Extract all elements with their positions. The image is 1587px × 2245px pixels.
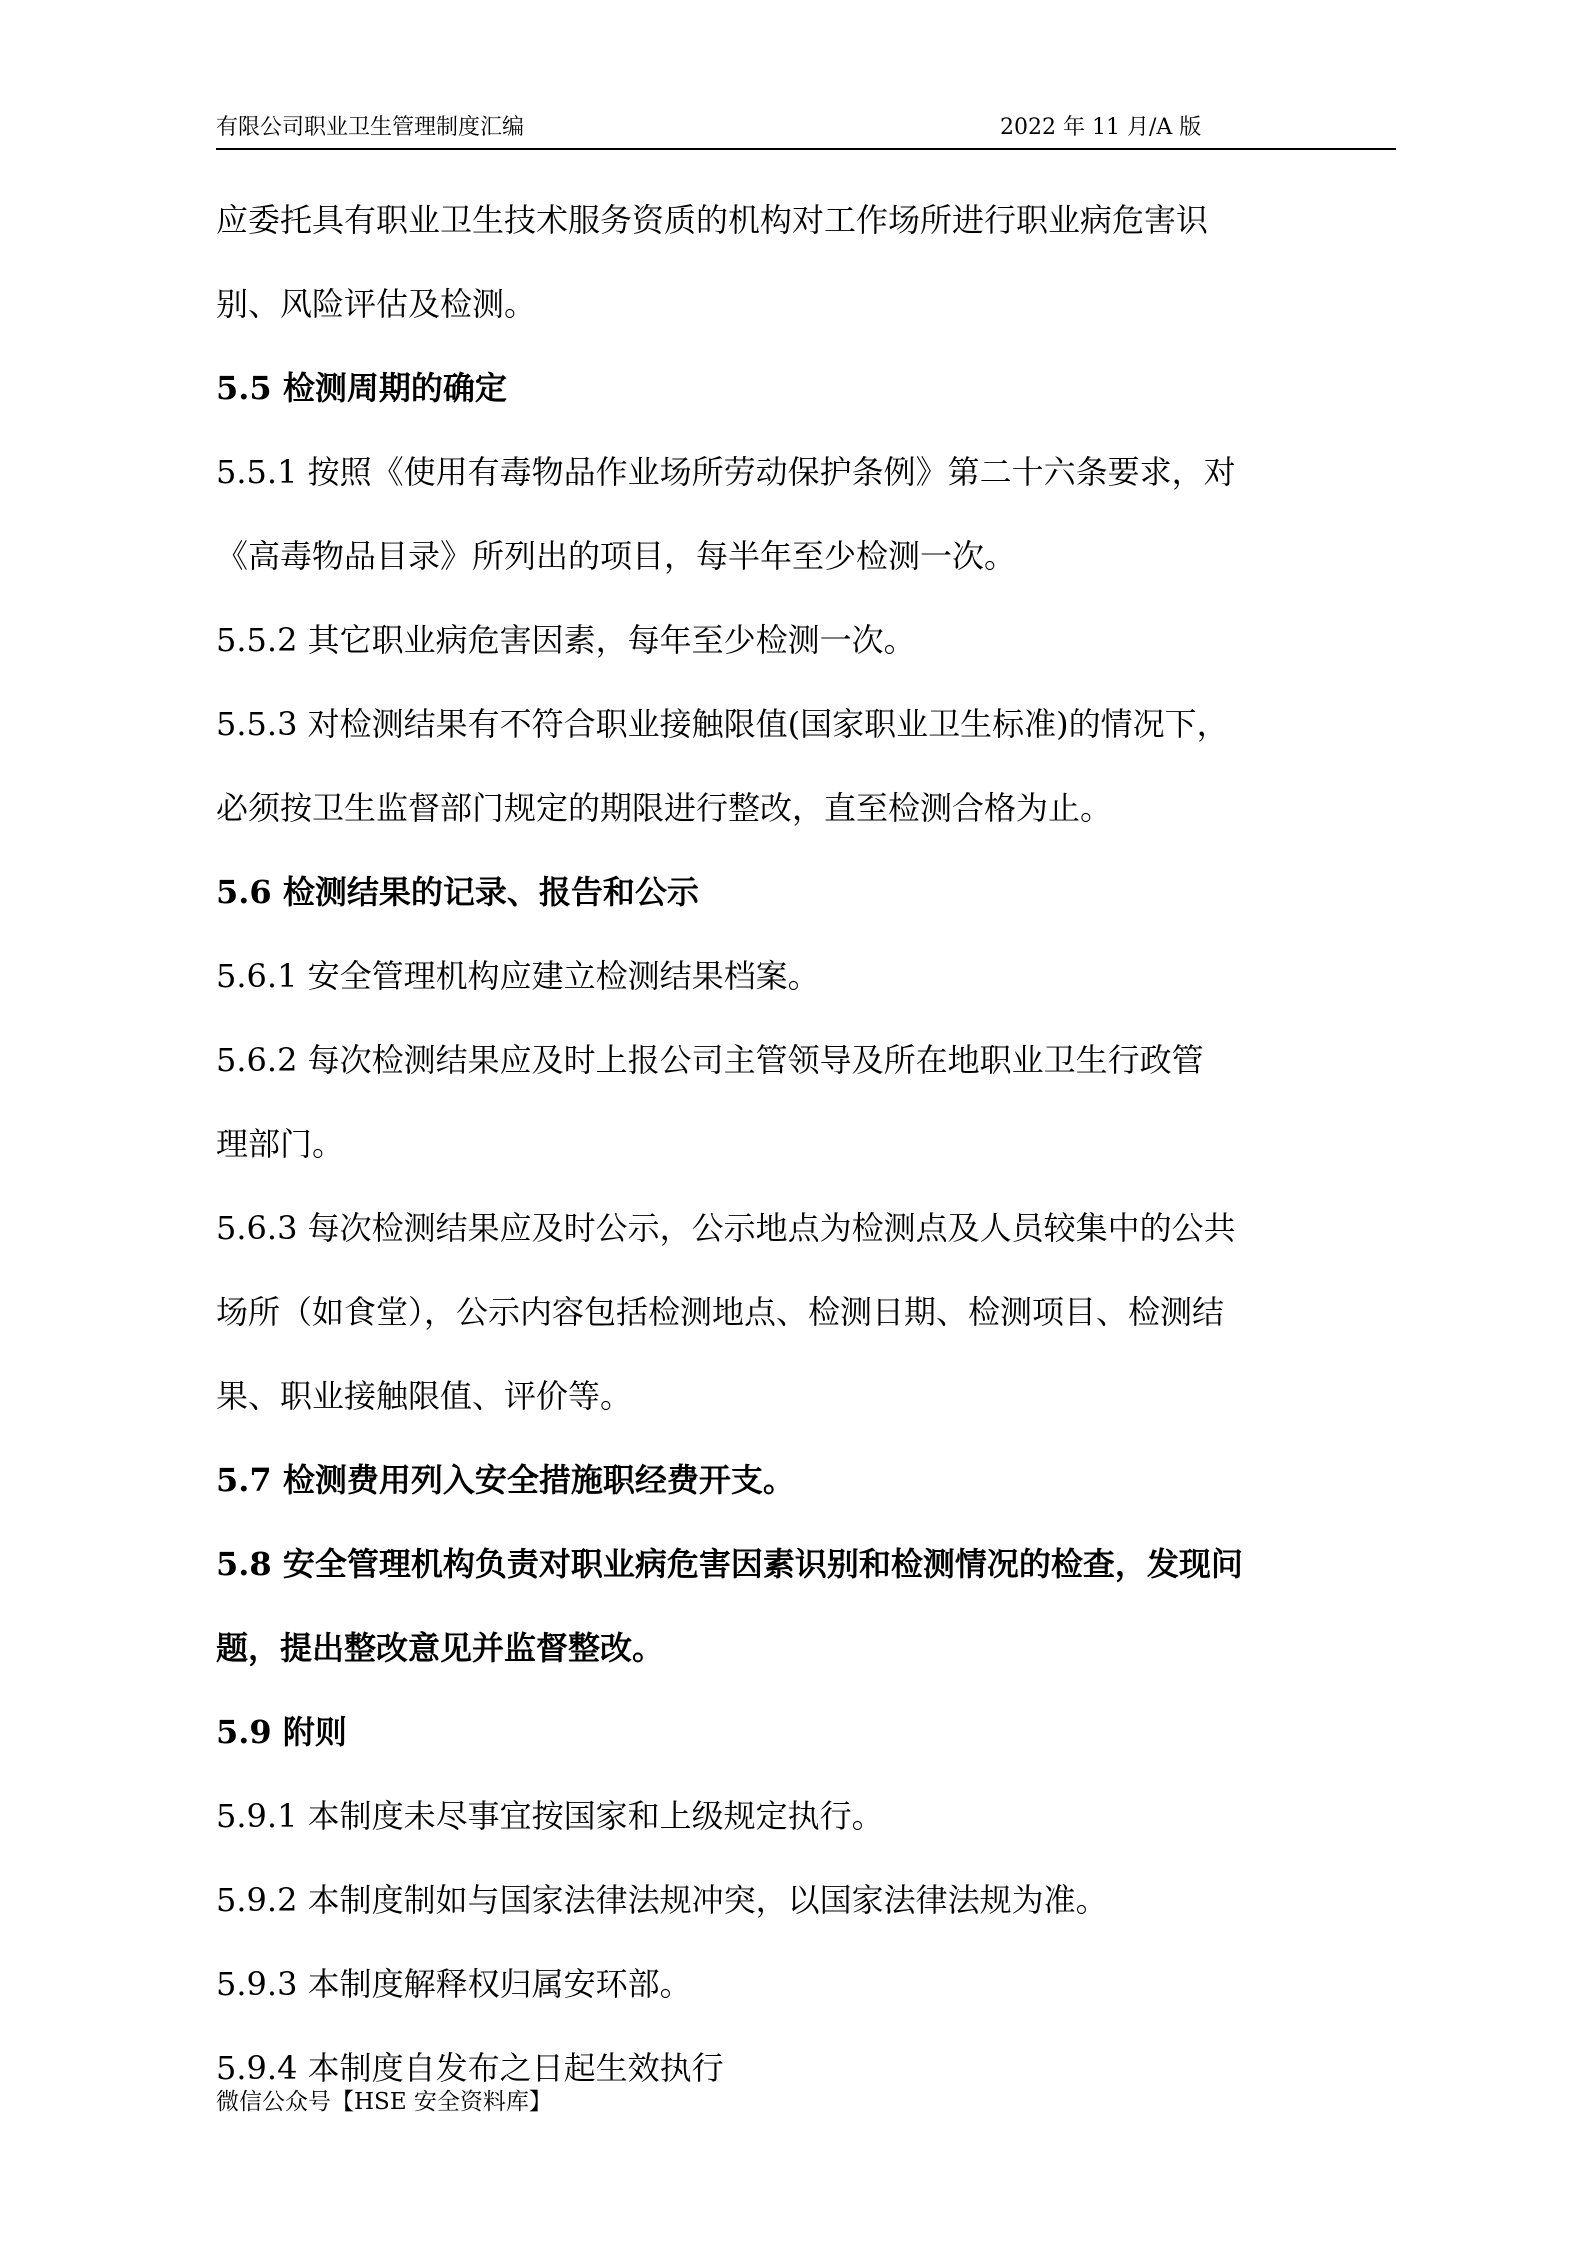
paragraph-line: 应委托具有职业卫生技术服务资质的机构对工作场所进行职业病危害识 (216, 201, 1209, 239)
paragraph-line: 5.6.1 安全管理机构应建立检测结果档案。 (216, 957, 820, 995)
section-heading-line: 5.6 检测结果的记录、报告和公示 (216, 873, 699, 911)
paragraph-line: 场所（如食堂），公示内容包括检测地点、检测日期、检测项目、检测结 (216, 1293, 1225, 1331)
section-heading-line: 5.5 检测周期的确定 (216, 369, 507, 407)
section-heading-line: 题，提出整改意见并监督整改。 (216, 1629, 665, 1667)
header-title: 有限公司职业卫生管理制度汇编 (216, 115, 525, 140)
paragraph-line: 别、风险评估及检测。 (216, 285, 537, 323)
paragraph-line: 《高毒物品目录》所列出的项目，每半年至少检测一次。 (216, 537, 1017, 575)
paragraph-line: 理部门。 (216, 1125, 345, 1163)
paragraph-line: 5.6.3 每次检测结果应及时公示，公示地点为检测点及人员较集中的公共 (216, 1209, 1236, 1247)
section-heading-line: 5.9 附则 (216, 1713, 347, 1751)
paragraph-line: 5.5.3 对检测结果有不符合职业接触限值(国家职业卫生标准)的情况下， (216, 705, 1229, 743)
paragraph-line: 5.5.2 其它职业病危害因素，每年至少检测一次。 (216, 621, 916, 659)
paragraph-line: 5.9.2 本制度制如与国家法律法规冲突，以国家法律法规为准。 (216, 1881, 1108, 1919)
header-version: 2022 年 11 月/A 版 (1000, 115, 1202, 140)
section-heading-line: 5.7 检测费用列入安全措施职经费开支。 (216, 1461, 795, 1499)
paragraph-line: 5.6.2 每次检测结果应及时上报公司主管领导及所在地职业卫生行政管 (216, 1041, 1204, 1079)
page-header (216, 112, 1396, 150)
paragraph-line: 必须按卫生监督部门规定的期限进行整改，直至检测合格为止。 (216, 789, 1113, 827)
paragraph-line: 5.5.1 按照《使用有毒物品作业场所劳动保护条例》第二十六条要求，对 (216, 453, 1236, 491)
section-heading-line: 5.8 安全管理机构负责对职业病危害因素识别和检测情况的检查，发现问 (216, 1545, 1243, 1583)
paragraph-line: 5.9.3 本制度解释权归属安环部。 (216, 1965, 692, 2003)
page-footer: 微信公众号【HSE 安全资料库】 (216, 2089, 552, 2115)
paragraph-line: 5.9.1 本制度未尽事宜按国家和上级规定执行。 (216, 1797, 884, 1835)
paragraph-line: 5.9.4 本制度自发布之日起生效执行 (216, 2049, 724, 2087)
paragraph-line: 果、职业接触限值、评价等。 (216, 1377, 633, 1415)
document-body (216, 178, 1396, 2110)
